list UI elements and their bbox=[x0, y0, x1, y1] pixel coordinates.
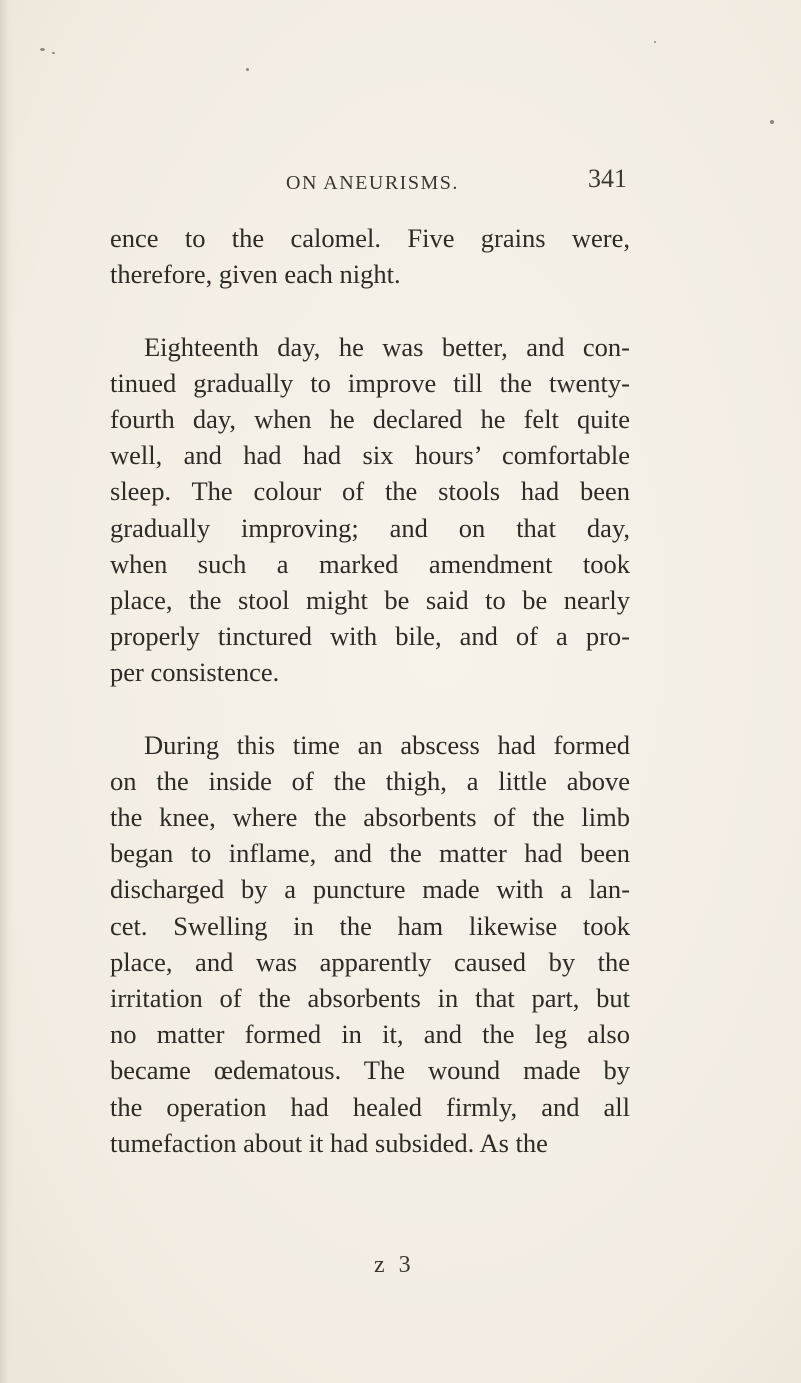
text-line: place, and was apparently caused by the bbox=[110, 946, 630, 977]
text-line: became œdematous. The wound made by bbox=[110, 1055, 630, 1086]
page-number: 341 bbox=[588, 164, 627, 193]
text-line: place, the stool might be said to be nearly bbox=[110, 584, 630, 615]
text-line: ence to the calomel. Five grains were, bbox=[110, 223, 630, 253]
binding-gutter bbox=[0, 0, 14, 1383]
text-line: properly tinctured with bile, and of a pro- bbox=[110, 621, 630, 652]
text-line: irritation of the absorbents in that part, but bbox=[110, 982, 630, 1013]
paper-speck bbox=[40, 48, 45, 51]
text-line: on the inside of the thigh, a little above bbox=[110, 765, 630, 796]
body-text bbox=[110, 220, 630, 1161]
text-line: therefore, given each night. bbox=[110, 259, 401, 290]
text-line: Eighteenth day, he was better, and con- bbox=[144, 331, 630, 362]
text-line: when such a marked amendment took bbox=[110, 548, 630, 579]
text-line: the knee, where the absorbents of the limb bbox=[110, 802, 630, 832]
text-line: the operation had healed firmly, and all bbox=[110, 1091, 630, 1122]
text-line: cet. Swelling in the ham likewise took bbox=[110, 910, 630, 941]
paragraph bbox=[110, 220, 630, 292]
paper-speck bbox=[770, 120, 774, 124]
paragraph bbox=[110, 329, 630, 691]
text-line: well, and had had six hours’ comfortable bbox=[110, 440, 630, 471]
paper-speck bbox=[52, 52, 55, 54]
running-head bbox=[0, 164, 801, 204]
text-line: began to inflame, and the matter had been bbox=[110, 838, 630, 869]
text-line: During this time an abscess had formed bbox=[144, 729, 630, 760]
signature-mark: z 3 bbox=[374, 1252, 415, 1278]
text-line: tinued gradually to improve till the twenty- bbox=[110, 367, 630, 398]
text-line: sleep. The colour of the stools had been bbox=[110, 476, 630, 507]
paper-speck bbox=[246, 68, 249, 71]
text-line: fourth day, when he declared he felt quite bbox=[110, 403, 630, 434]
running-title: ON ANEURISMS. bbox=[286, 172, 459, 194]
text-line: no matter formed in it, and the leg also bbox=[110, 1019, 630, 1050]
text-line: per consistence. bbox=[110, 657, 280, 688]
paragraph-gap bbox=[110, 292, 630, 328]
text-line: gradually improving; and on that day, bbox=[110, 512, 630, 543]
paragraph-gap bbox=[110, 690, 630, 726]
paragraph bbox=[110, 727, 630, 1161]
paper-speck bbox=[654, 41, 656, 43]
text-line: tumefaction about it had subsided. As the bbox=[110, 1127, 548, 1158]
text-line: discharged by a puncture made with a lan- bbox=[110, 874, 630, 905]
